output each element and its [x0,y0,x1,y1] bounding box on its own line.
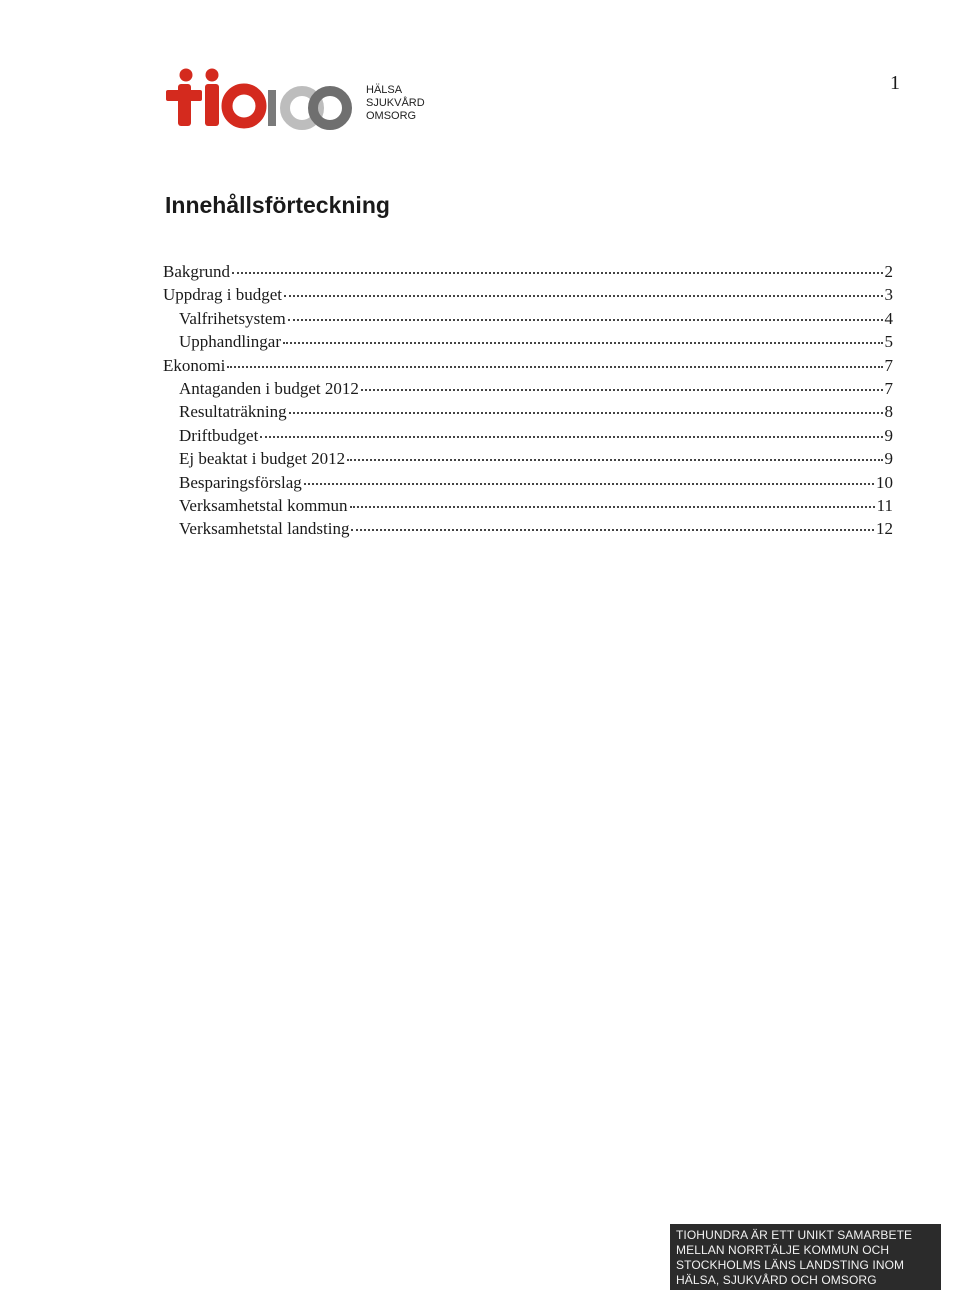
table-of-contents [163,262,893,543]
toc-entry[interactable] [163,449,893,472]
toc-entry[interactable] [163,402,893,425]
toc-dot-leader [350,506,875,508]
toc-entry-page: 9 [884,449,893,469]
toc-entry-page: 7 [884,355,893,375]
toc-entry-page: 3 [884,285,893,305]
toc-dot-leader [361,389,883,391]
toc-dot-leader [227,366,882,368]
toc-dot-leader [304,483,874,485]
toc-entry-page: 5 [884,332,893,352]
toc-dot-leader [232,272,882,274]
toc-entry[interactable] [163,309,893,332]
toc-entry-page: 9 [884,425,893,445]
toc-entry[interactable] [163,496,893,519]
toc-entry[interactable] [163,473,893,496]
toc-entry-title: Verksamhetstal kommun [179,495,348,515]
footer-line: HÄLSA, SJUKVÅRD OCH OMSORG [676,1273,877,1287]
toc-dot-leader [351,529,874,531]
logo-tagline [366,84,425,123]
toc-entry-title: Uppdrag i budget [163,285,282,305]
logo-tagline-line: HÄLSA [366,84,403,96]
toc-entry[interactable] [163,332,893,355]
footer-info-box [670,1224,941,1290]
toc-entry-page: 2 [884,262,893,281]
toc-entry-page: 10 [876,472,893,492]
toc-entry-page: 7 [884,378,893,398]
toc-entry-page: 8 [884,402,893,422]
footer-line: STOCKHOLMS LÄNS LANDSTING INOM [676,1258,905,1272]
toc-entry-title: Ekonomi [163,355,226,375]
toc-entry[interactable] [163,519,893,542]
footer-line: TIOHUNDRA ÄR ETT UNIKT SAMARBETE [676,1228,913,1242]
toc-entry-title: Antaganden i budget 2012 [179,378,359,398]
toc-heading: Innehållsförteckning [165,192,390,218]
tiohundra-logo [160,64,430,136]
tio100-logo-icon [160,64,360,136]
toc-dot-leader [284,295,883,297]
toc-entry[interactable] [163,262,893,285]
toc-entry-page: 12 [876,519,893,539]
toc-entry-title: Driftbudget [179,425,259,445]
toc-entry-title: Bakgrund [163,262,231,281]
toc-entry[interactable] [163,285,893,308]
toc-entry-title: Resultaträkning [179,402,287,422]
toc-entry-page: 4 [884,308,893,328]
toc-entry-title: Valfrihetsystem [179,308,286,328]
toc-dot-leader [283,342,883,344]
toc-entry-title: Ej beaktat i budget 2012 [179,449,346,469]
page-number: 1 [890,72,900,94]
logo-tagline-line: OMSORG [366,110,417,122]
toc-entry[interactable] [163,379,893,402]
toc-entry-title: Verksamhetstal landsting [179,519,350,539]
toc-entry-title: Upphandlingar [179,332,281,352]
toc-entry-page: 11 [876,495,893,515]
logo-tagline-line: SJUKVÅRD [366,97,425,109]
toc-dot-leader [260,436,882,438]
toc-entry[interactable] [163,356,893,379]
toc-dot-leader [347,459,882,461]
toc-dot-leader [288,319,883,321]
toc-dot-leader [289,412,883,414]
toc-entry[interactable] [163,426,893,449]
footer-line: MELLAN NORRTÄLJE KOMMUN OCH [676,1243,890,1257]
toc-entry-title: Besparingsförslag [179,472,302,492]
